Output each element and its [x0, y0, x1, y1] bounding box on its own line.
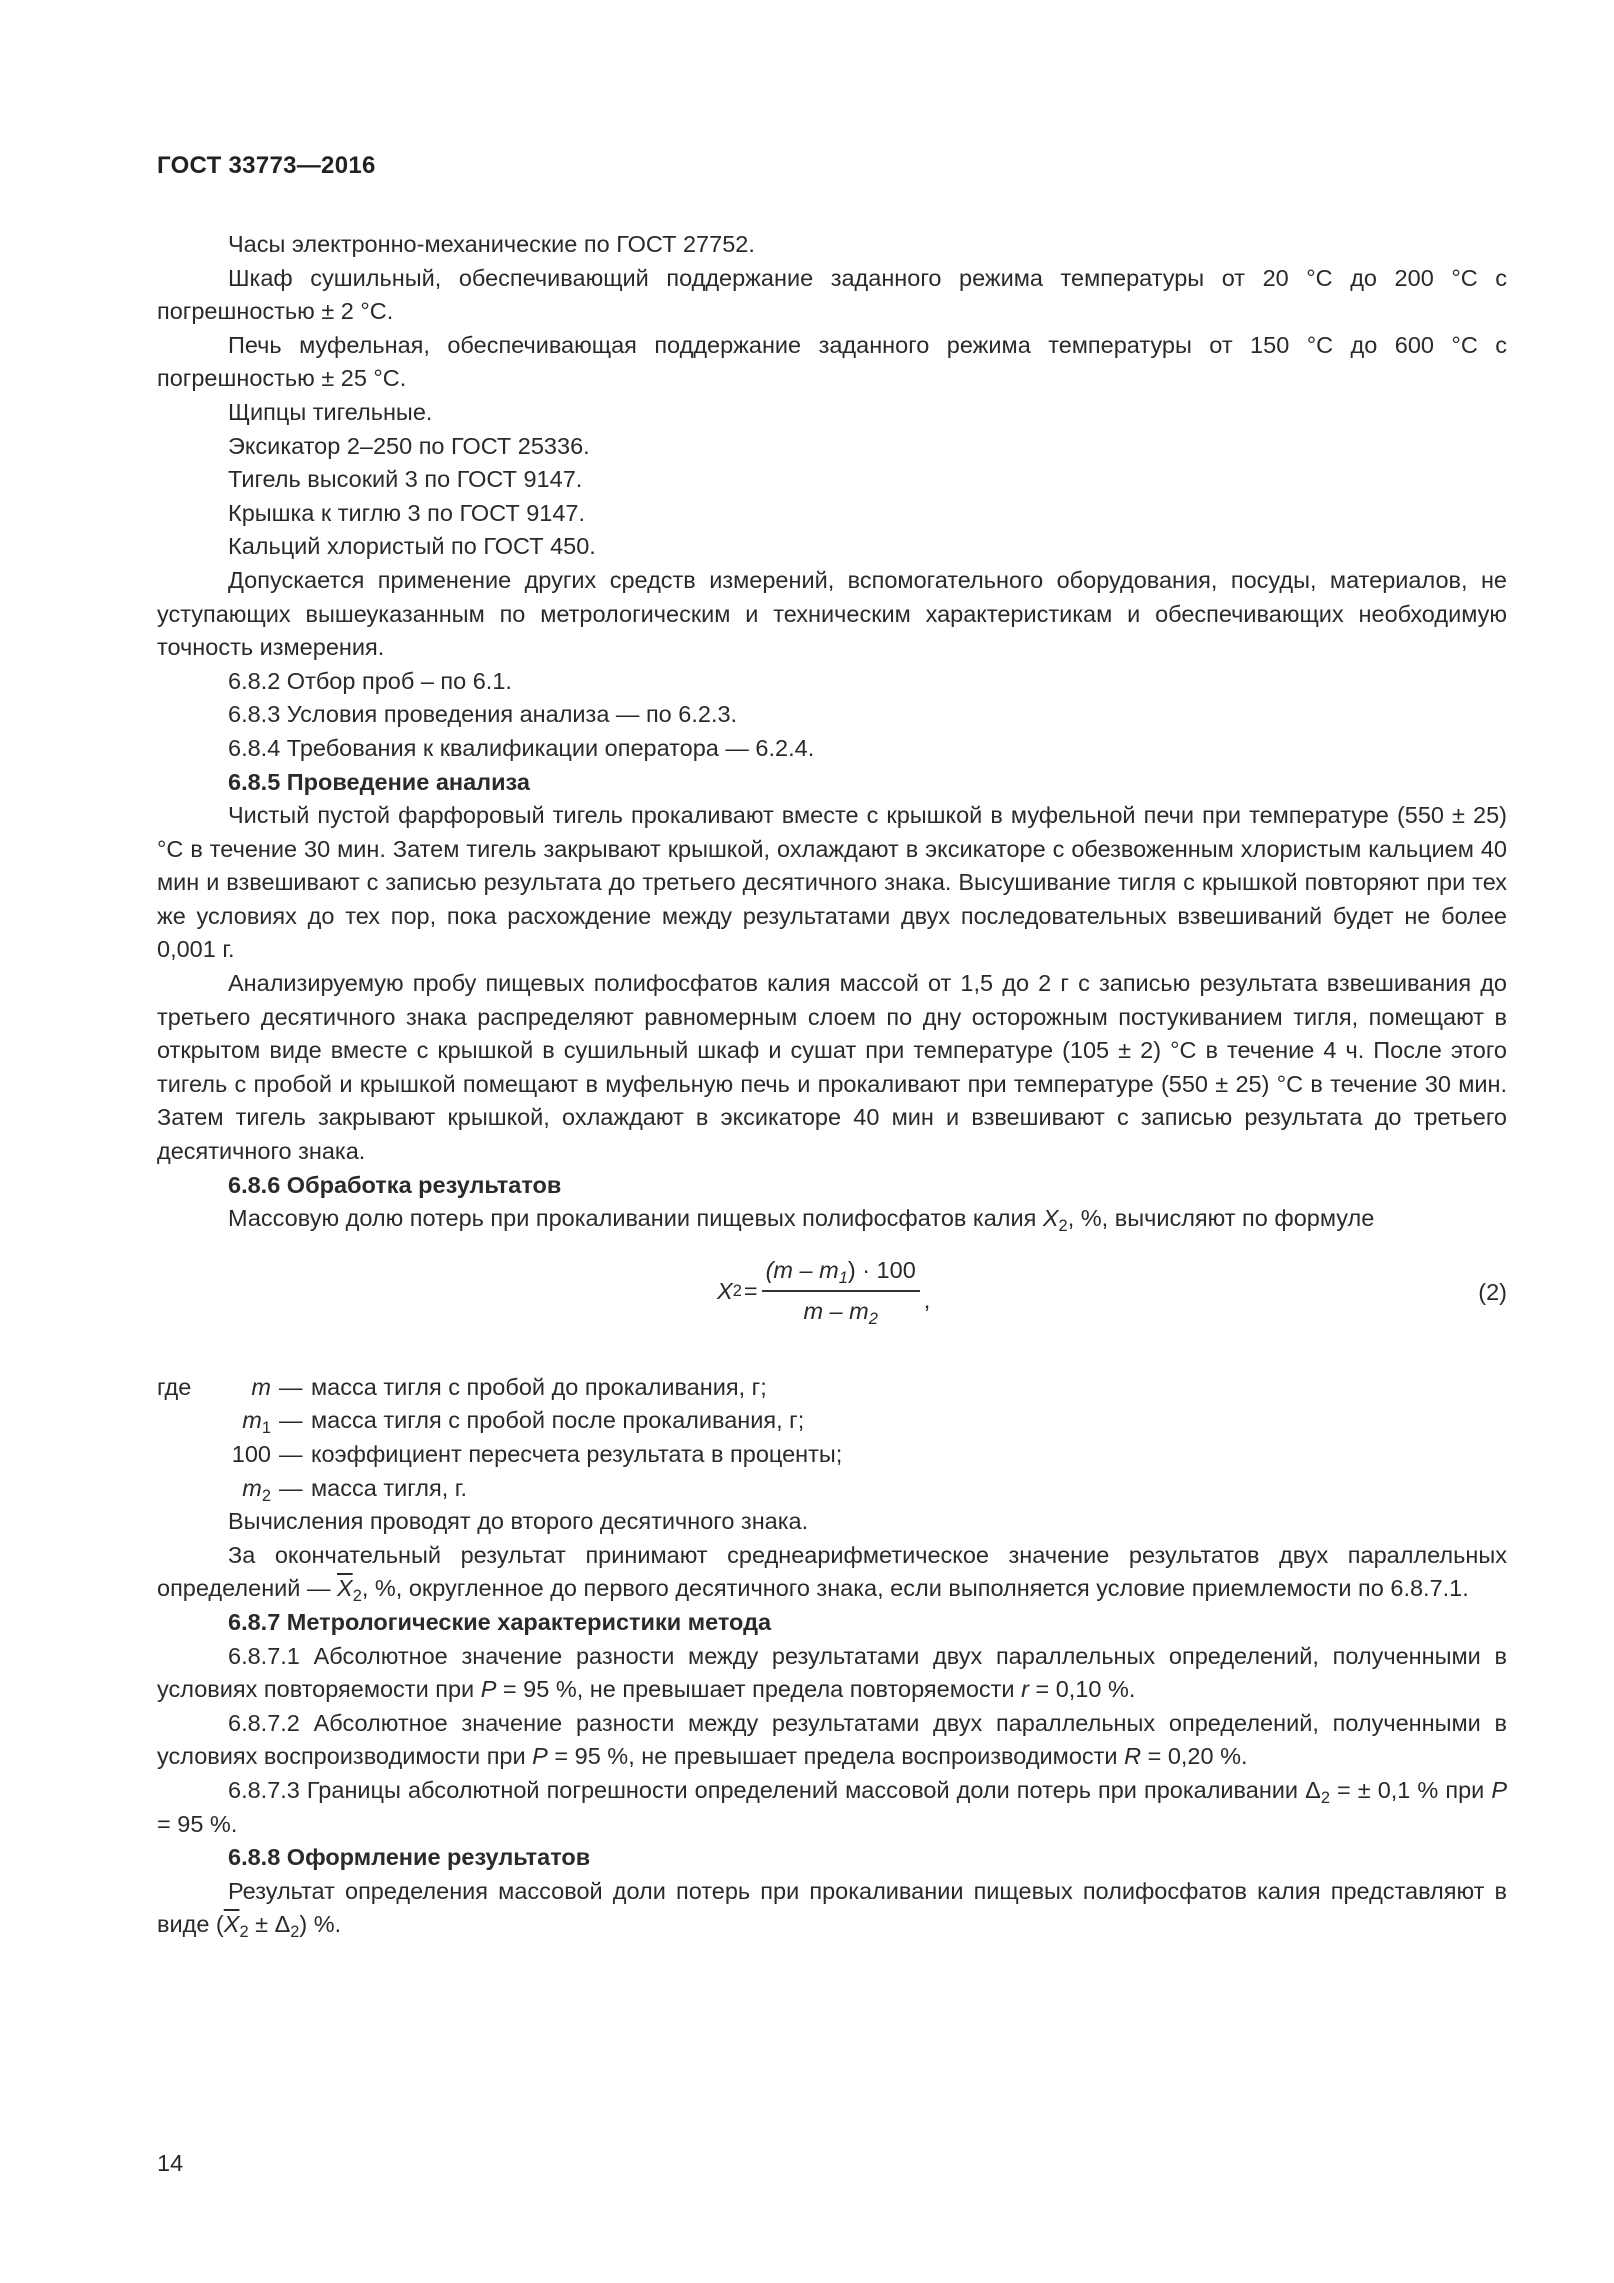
section-6-8-7-1: 6.8.7.1 Абсолютное значение разности между результатами двух параллельных определений, полученными в условиях повторяемости при P = 95 %, не превышает предела повторяемости r = 0,10 %.	[157, 1642, 1507, 1703]
calculation-note: Вычисления проводят до второго десятичного знака.	[228, 1508, 809, 1535]
equipment-note: Допускается применение других средств измерений, вспомогательного оборудования, посуды, материалов, не уступающих вышеуказанным по метрологическим и техническим характеристикам и обеспечивающих необходимую точность измерения.	[157, 566, 1507, 661]
document-header: ГОСТ 33773—2016	[157, 152, 376, 179]
definition-row: $m_1$ — масса тигля с пробой после прокаливания, г;	[242, 1407, 805, 1438]
equipment-item: Шкаф сушильный, обеспечивающий поддержание заданного режима температуры от 20 °С до 200 °С с погрешностью ± 2 °С.	[157, 264, 1507, 325]
equipment-item: Щипцы тигельные.	[228, 398, 433, 425]
formula-fraction	[762, 1254, 920, 1329]
formula-numerator: $(m - m_1) \cdot 100$	[762, 1254, 920, 1293]
section-6-8-6-heading: 6.8.6 Обработка результатов	[228, 1171, 562, 1198]
final-result-paragraph: За окончательный результат принимают среднеарифметическое значение результатов двух параллельных определений — $\overline{X}_2$, %, округленное до первого десятичного знака, если выполняется условие приемлемости по 6.8.7.1.	[157, 1541, 1507, 1606]
formula-intro: Массовую долю потерь при прокаливании пищевых полифосфатов калия $X_2$, %, вычисляют по формуле	[228, 1205, 1375, 1236]
section-6-8-7-2: 6.8.7.2 Абсолютное значение разности между результатами двух параллельных определений, полученными в условиях воспроизводимости при P = 95 %, не превышает предела воспроизводимости R = 0,20 %.	[157, 1709, 1507, 1770]
variable-x: X	[1042, 1205, 1059, 1232]
section-6-8-7-3: 6.8.7.3 Границы абсолютной погрешности определений массовой доли потерь при прокаливании $\Delta_2$ = ± 0,1 % при P = 95 %.	[157, 1776, 1508, 1837]
equipment-item: Крышка к тиглю 3 по ГОСТ 9147.	[228, 499, 586, 526]
section-6-8-5-heading: 6.8.5 Проведение анализа	[228, 768, 530, 795]
definition-row: $m_2$ — масса тигля, г.	[242, 1474, 467, 1505]
formula-2: X 2 = $\frac{(m - m_1) \cdot 100}{m - m_2}$ ,	[717, 1254, 930, 1329]
section-6-8-2: 6.8.2 Отбор проб – по 6.1.	[228, 667, 512, 694]
equipment-item: Печь муфельная, обеспечивающая поддержание заданного режима температуры от 150 °С до 600 °С с погрешностью ± 25 °С.	[157, 331, 1507, 392]
equipment-item: Часы электронно-механические по ГОСТ 27752.	[228, 231, 755, 257]
definition-row: где m — масса тигля с пробой до прокаливания, г;	[157, 1373, 767, 1400]
result-format-paragraph: Результат определения массовой доли потерь при прокаливании пищевых полифосфатов калия представляют в виде $(\overline{X}_2 \pm \Delta_2)$ %.	[157, 1877, 1507, 1942]
equipment-item: Эксикатор 2–250 по ГОСТ 25336.	[228, 432, 590, 459]
definition-row: 100 — коэффициент пересчета результата в проценты;	[231, 1441, 843, 1467]
variable-definitions	[157, 1371, 1507, 1505]
section-6-8-3: 6.8.3 Условия проведения анализа — по 6.2.3.	[228, 701, 738, 728]
equipment-item: Тигель высокий 3 по ГОСТ 9147.	[228, 466, 583, 493]
equation-number: (2)	[1478, 1278, 1507, 1305]
analysis-paragraph-1: Чистый пустой фарфоровый тигель прокаливают вместе с крышкой в муфельной печи при температуре (550 ± 25) °С в течение 30 мин. Затем тигель закрывают крышкой, охлаждают в эксикаторе с обезвоженным хлористым кальцием 40 мин и взвешивают с записью результата до третьего десятичного знака. Высушивание тигля с крышкой повторяют при тех же условиях до тех пор, пока расхождение между результатами двух последовательных взвешиваний будет не более 0,001 г.	[157, 802, 1507, 963]
document-body	[157, 228, 1507, 1942]
page-number: 14	[157, 2150, 184, 2176]
formula-denominator: m – $m_2$	[803, 1298, 878, 1329]
equipment-item: Кальций хлористый по ГОСТ 450.	[228, 533, 596, 560]
section-6-8-7-heading: 6.8.7 Метрологические характеристики метода	[228, 1608, 772, 1635]
analysis-paragraph-2: Анализируемую пробу пищевых полифосфатов калия массой от 1,5 до 2 г с записью результата взвешивания до третьего десятичного знака распределяют равномерным слоем по дну осторожным постукиванием тигля, помещают в открытом виде вместе с крышкой в сушильный шкаф и сушат при температуре (105 ± 2) °С в течение 4 ч. После этого тигель с пробой и крышкой помещают в муфельную печь и прокаливают при температуре (550 ± 25) °С в течение 30 мин. Затем тигель закрывают крышкой, охлаждают в эксикаторе 40 мин и взвешивают с записью результата до третьего десятичного знака.	[157, 970, 1507, 1165]
section-6-8-4: 6.8.4 Требования к квалификации оператора — 6.2.4.	[228, 734, 815, 761]
formula-block	[157, 1236, 1507, 1371]
section-6-8-8-heading: 6.8.8 Оформление результатов	[228, 1844, 591, 1871]
